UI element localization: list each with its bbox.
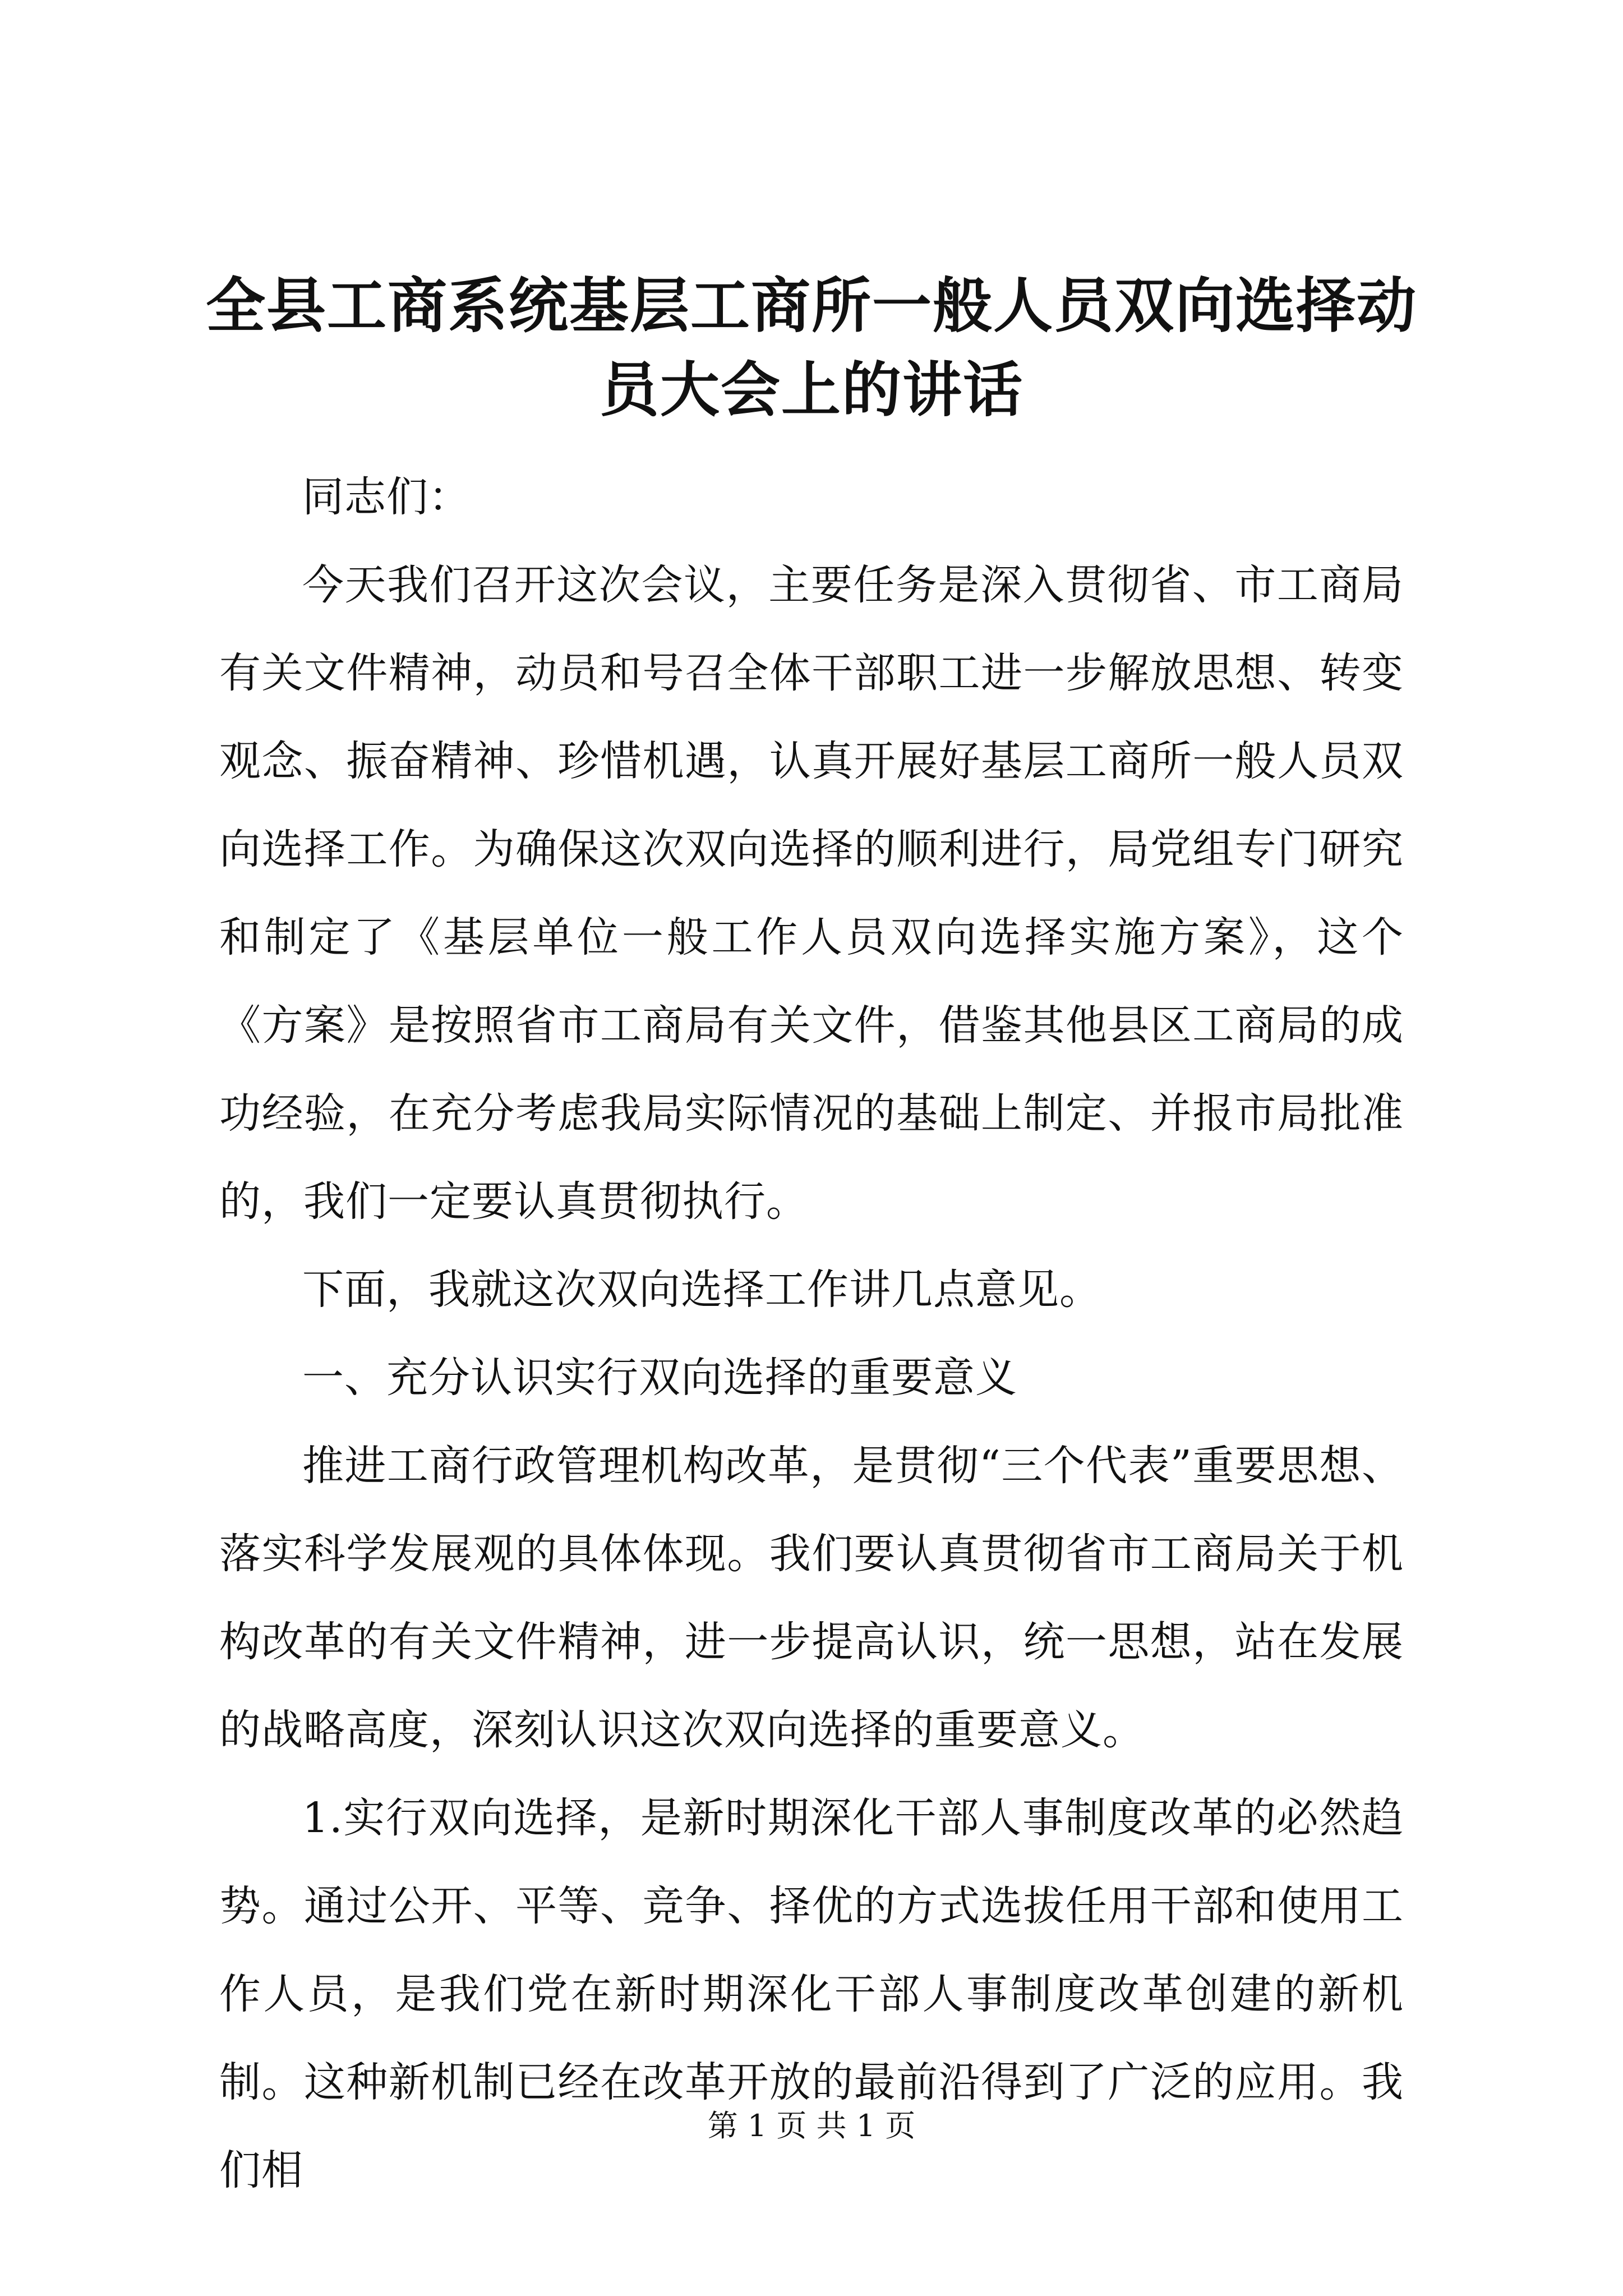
document-title: 全县工商系统基层工商所一般人员双向选择动员大会上的讲话 (206, 270, 1417, 425)
numbered-paragraph: 1.实行双向选择，是新时期深化干部人事制度改革的必然趋势。通过公开、平等、竞争、择优的方式选拔任用干部和使用工作人员，是我们党在新时期深化干部人事制度改革创建的新机制。这种新机制已经在改革开放的最前沿得到了广泛的应用。我们相 (219, 1794, 1404, 2194)
section-heading: 一、充分认识实行双向选择的重要意义 (302, 1354, 1017, 1402)
salutation-paragraph: 同志们： (302, 473, 471, 521)
page-number-footer: 第 1 页 共 1 页 (707, 2108, 916, 2143)
section-paragraph: 推进工商行政管理机构改革，是贯彻“三个代表”重要思想、落实科学发展观的具体体现。我们要认真贯彻省市工商局关于机构改革的有关文件精神，进一步提高认识，统一思想，站在发展的战略高度，深刻认识这次双向选择的重要意义。 (219, 1442, 1404, 1754)
intro-paragraph: 今天我们召开这次会议，主要任务是深入贯彻省、市工商局有关文件精神，动员和号召全体干部职工进一步解放思想、转变观念、振奋精神、珍惜机遇，认真开展好基层工商所一般人员双向选择工作。为确保这次双向选择的顺利进行，局党组专门研究和制定了《基层单位一般工作人员双向选择实施方案》，这个《方案》是按照省市工商局有关文件，借鉴其他县区工商局的成功经验，在充分考虑我局实际情况的基础上制定、并报市局批准的，我们一定要认真贯彻执行。 (219, 561, 1404, 1226)
document-body (219, 453, 1404, 2215)
transition-paragraph: 下面，我就这次双向选择工作讲几点意见。 (302, 1266, 1101, 1314)
